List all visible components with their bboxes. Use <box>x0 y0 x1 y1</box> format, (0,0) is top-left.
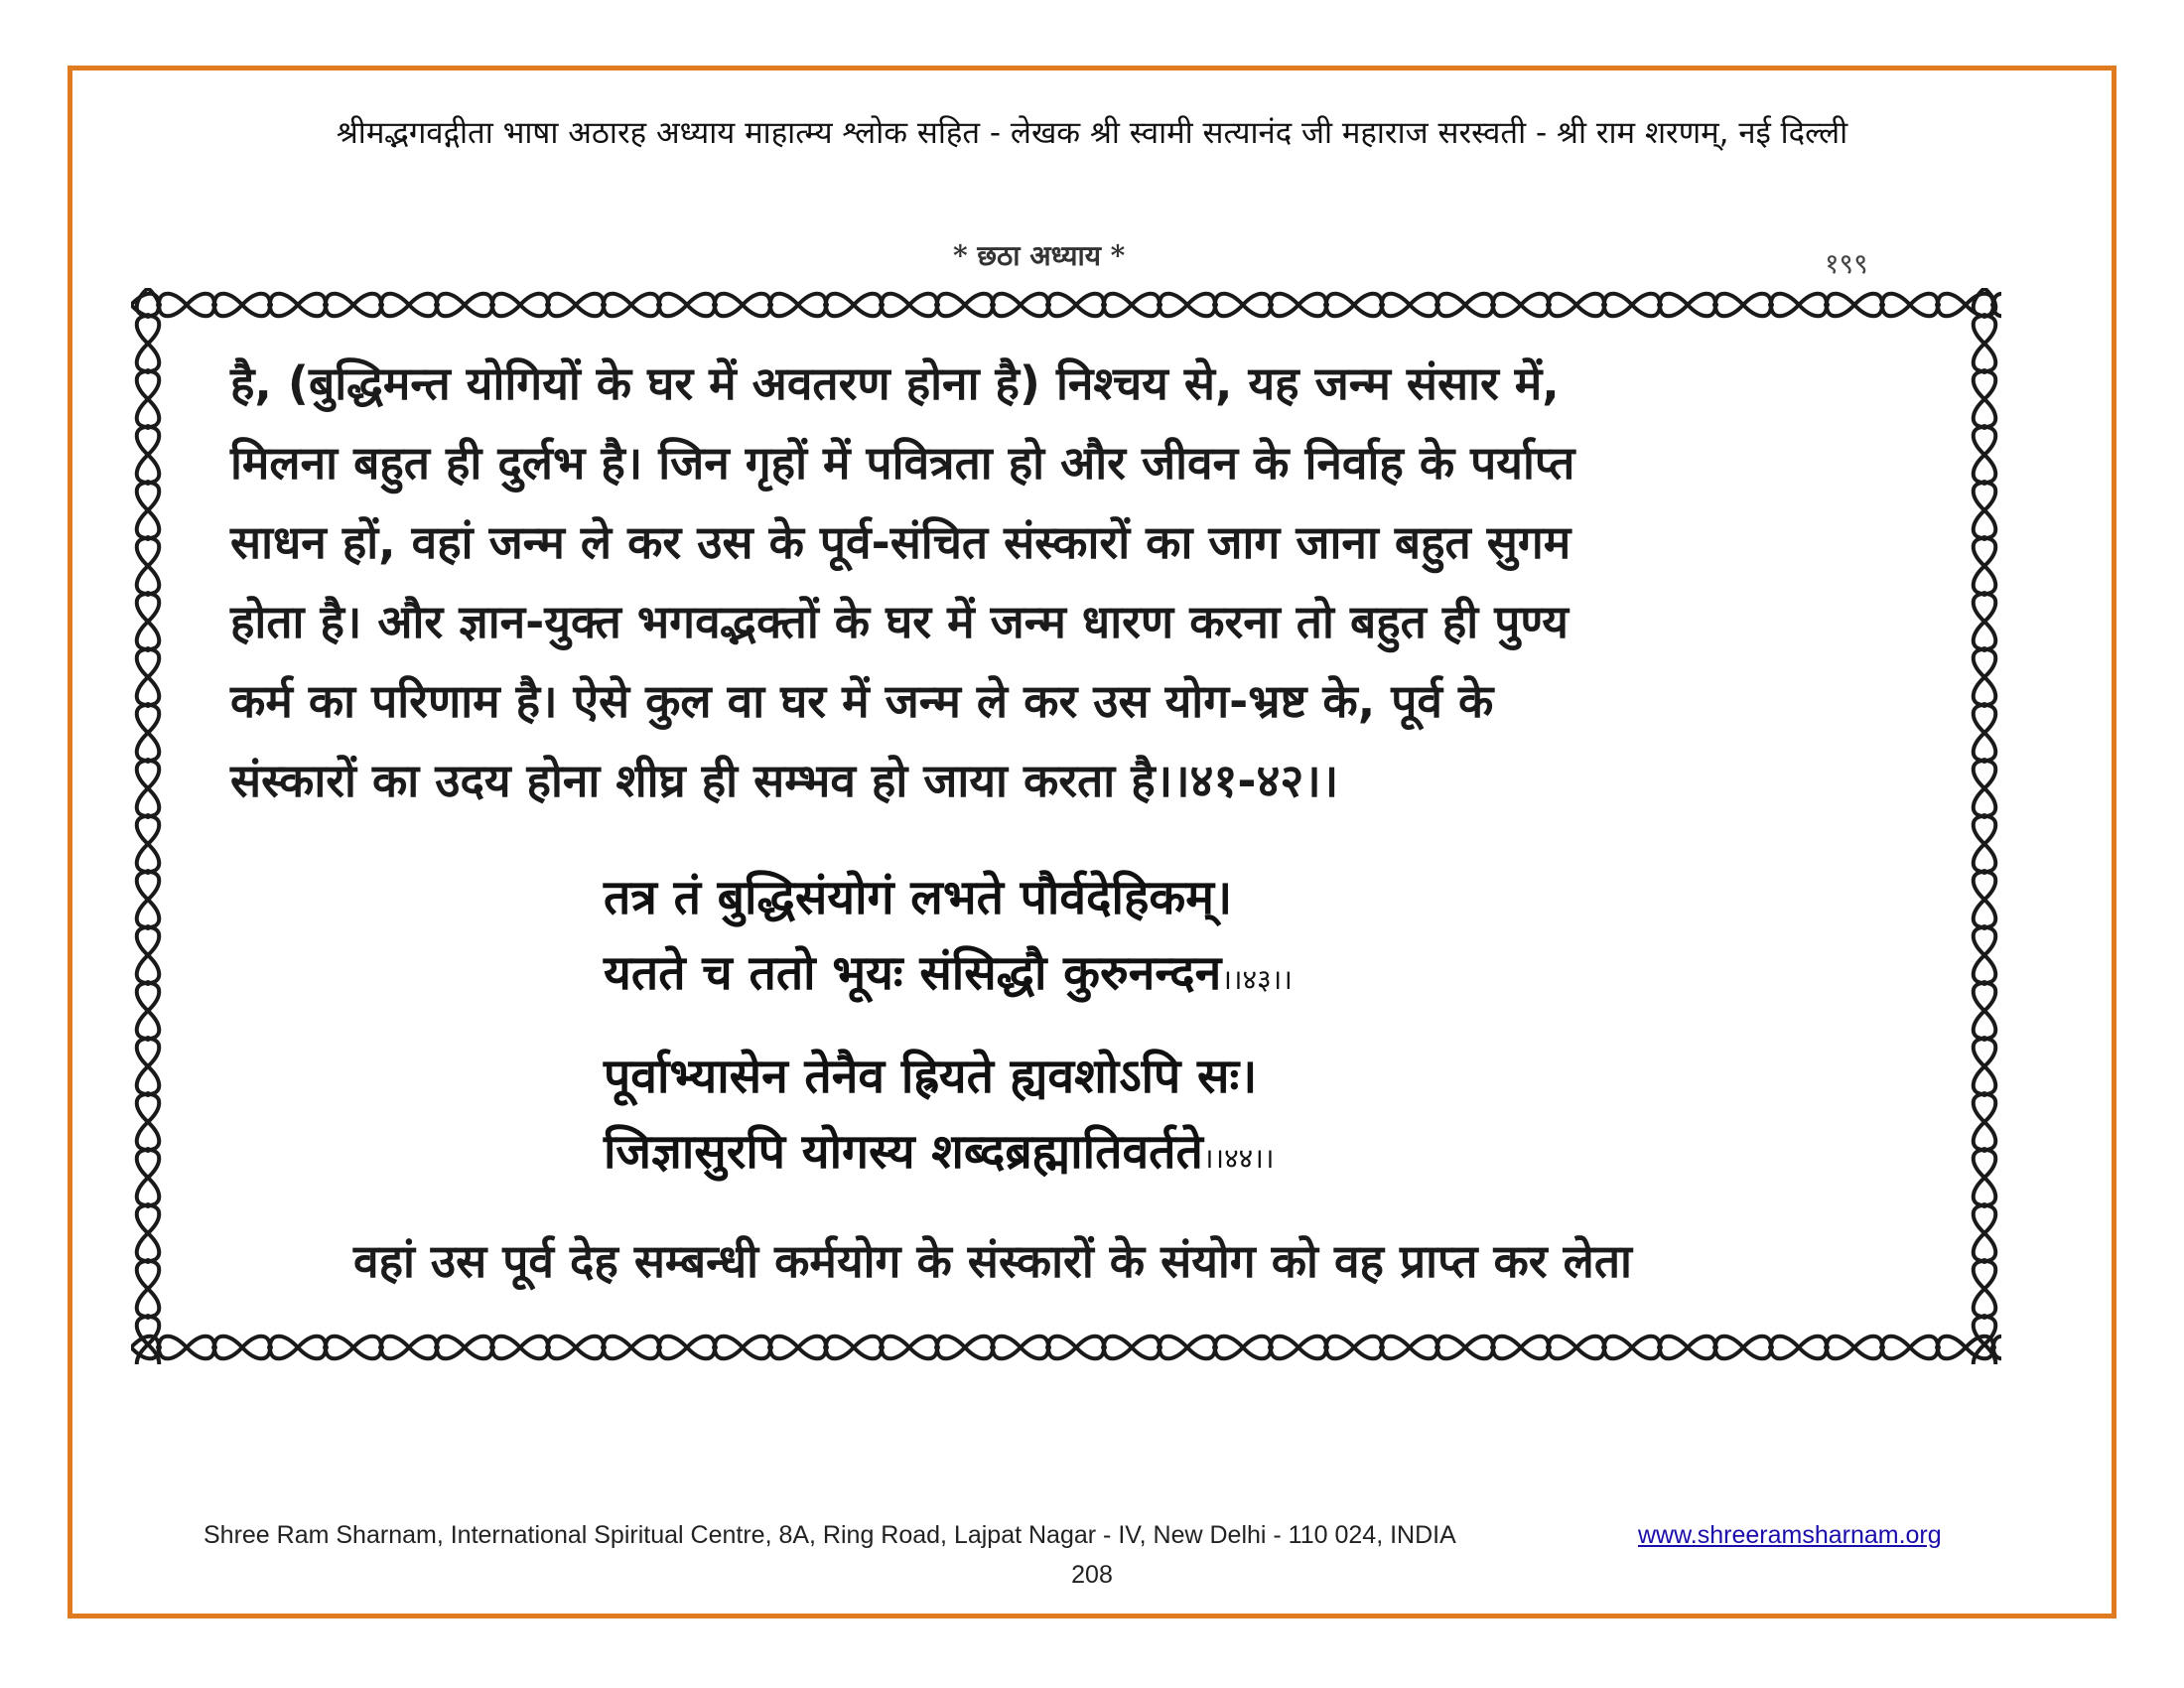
commentary-line: साधन हों, वहां जन्म ले कर उस के पूर्व-संचित संस्कारों का जाग जाना बहुत सुगम <box>230 515 1571 569</box>
chapter-heading: * छठा अध्याय * <box>953 239 1126 272</box>
ornamental-border-top <box>131 288 2001 322</box>
ornamental-border-right <box>1968 288 2001 1364</box>
verse-number: ।।४३।। <box>1221 963 1293 996</box>
verse-number: ।।४४।। <box>1202 1142 1275 1175</box>
ornamental-border-bottom <box>131 1331 2001 1364</box>
verse-line <box>604 1114 1795 1190</box>
scan-page-number: १९९ <box>1825 247 1868 280</box>
verse-line: तत्र तं बुद्धिसंयोगं लभते पौर्वदेहिकम्। <box>604 870 1233 925</box>
commentary-paragraph <box>230 344 1898 820</box>
footer-address: Shree Ram Sharnam, International Spiritual Centre, 8A, Ring Road, Lajpat Nagar - IV, New Delhi - 110 024, INDIA <box>204 1521 1456 1549</box>
verse-line: पूर्वाभ्यासेन तेनैव ह्रियते ह्यवशोऽपि सः। <box>604 1049 1258 1104</box>
page-header-title: श्रीमद्भगवद्गीता भाषा अठारह अध्याय माहात्म्य श्लोक सहित - लेखक श्री स्वामी सत्यानंद जी महाराज सरस्वती - श्री राम शरणम्, नई दिल्ली <box>336 115 1848 151</box>
website-link[interactable]: www.shreeramsharnam.org <box>1638 1521 1942 1549</box>
verse-44 <box>604 1039 1795 1190</box>
verse-text: जिज्ञासुरपि योगस्य शब्दब्रह्मातिवर्तते <box>604 1124 1203 1180</box>
ornamental-border-left <box>131 288 165 1364</box>
commentary-line: मिलना बहुत ही दुर्लभ है। जिन गृहों में पवित्रता हो और जीवन के निर्वाह के पर्याप्त <box>230 436 1575 490</box>
footer-page-number: 208 <box>1071 1561 1113 1589</box>
commentary-line: है, (बुद्धिमन्त योगियों के घर में अवतरण होना है) निश्चय से, यह जन्म संसार में, <box>230 356 1560 410</box>
verse-text: यतते च ततो भूयः संसिद्धौ कुरुनन्दन <box>604 945 1222 1001</box>
commentary-line: कर्म का परिणाम है। ऐसे कुल वा घर में जन्म ले कर उस योग-भ्रष्ट के, पूर्व के <box>230 674 1494 728</box>
commentary-closing-line: वहां उस पूर्व देह सम्बन्धी कर्मयोग के संस्कारों के संयोग को वह प्राप्त कर लेता <box>353 1234 1632 1288</box>
verse-line <box>604 935 1795 1011</box>
commentary-line: होता है। और ज्ञान-युक्त भगवद्भक्तों के घर में जन्म धारण करना तो बहुत ही पुण्य <box>230 595 1569 648</box>
verse-43 <box>604 860 1795 1011</box>
commentary-line: संस्कारों का उदय होना शीघ्र ही सम्भव हो जाया करता है।।४१-४२।। <box>230 754 1339 807</box>
